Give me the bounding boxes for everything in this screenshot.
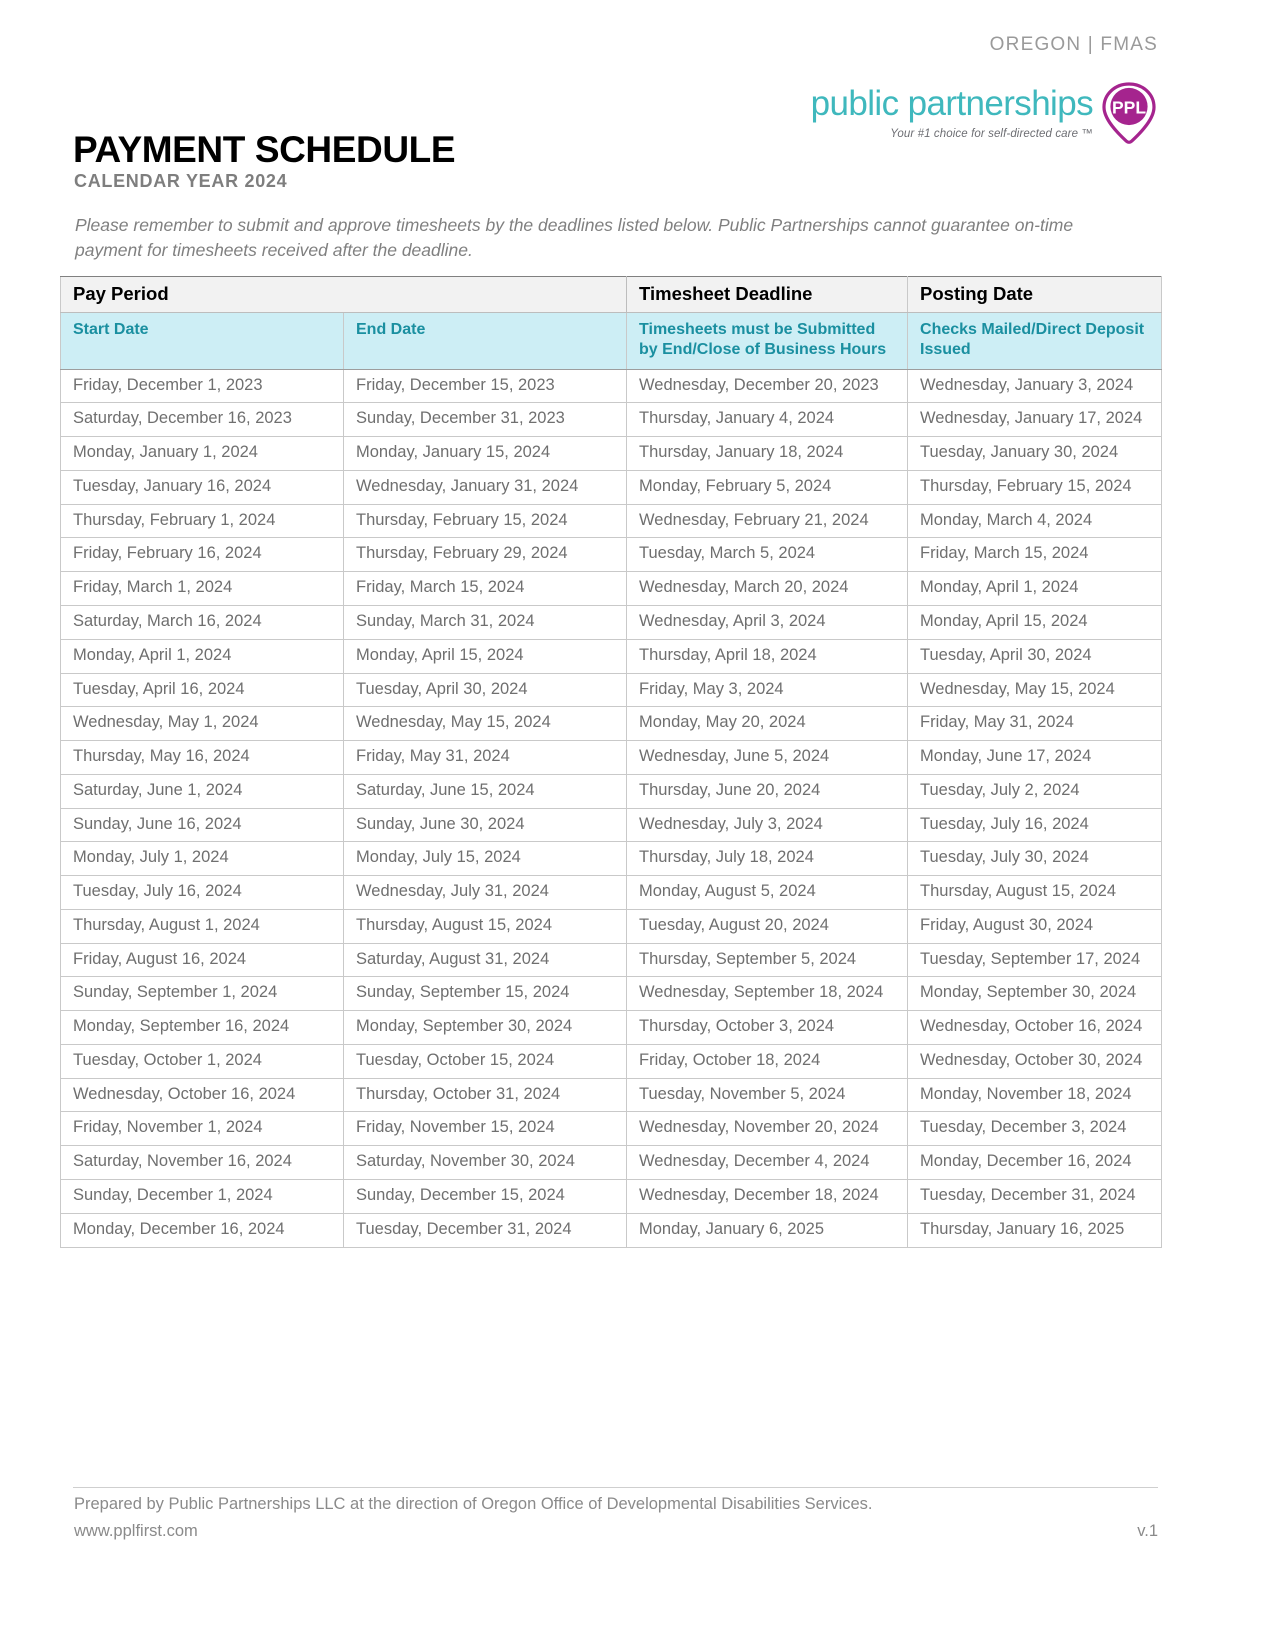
table-row bbox=[61, 673, 1162, 707]
posting-date: Monday, March 4, 2024 bbox=[908, 504, 1162, 538]
posting-date: Tuesday, July 16, 2024 bbox=[908, 808, 1162, 842]
posting-date: Wednesday, October 30, 2024 bbox=[908, 1044, 1162, 1078]
table-head bbox=[61, 277, 1162, 370]
posting-date: Tuesday, April 30, 2024 bbox=[908, 639, 1162, 673]
timesheet-deadline-date: Thursday, April 18, 2024 bbox=[627, 639, 908, 673]
pay-period-start-date: Sunday, September 1, 2024 bbox=[61, 977, 344, 1011]
pay-period-start-date: Friday, November 1, 2024 bbox=[61, 1112, 344, 1146]
pay-period-end-date: Wednesday, January 31, 2024 bbox=[344, 470, 627, 504]
posting-date: Friday, May 31, 2024 bbox=[908, 707, 1162, 741]
pay-period-start-date: Wednesday, May 1, 2024 bbox=[61, 707, 344, 741]
timesheet-deadline-date: Tuesday, August 20, 2024 bbox=[627, 909, 908, 943]
ppl-pin-icon bbox=[1100, 82, 1158, 144]
pay-period-end-date: Monday, January 15, 2024 bbox=[344, 437, 627, 471]
posting-date: Tuesday, July 2, 2024 bbox=[908, 774, 1162, 808]
pay-period-end-date: Sunday, June 30, 2024 bbox=[344, 808, 627, 842]
document-header bbox=[811, 34, 1158, 144]
intro-paragraph: Please remember to submit and approve timesheets by the deadlines listed below. Public Partnerships cannot guarantee on-time payment for timesheets received after the deadline. bbox=[75, 215, 1074, 260]
table-row bbox=[61, 774, 1162, 808]
table-row bbox=[61, 1078, 1162, 1112]
posting-date: Wednesday, January 3, 2024 bbox=[908, 369, 1162, 403]
timesheet-deadline-date: Monday, August 5, 2024 bbox=[627, 876, 908, 910]
pay-period-start-date: Saturday, December 16, 2023 bbox=[61, 403, 344, 437]
program-label: OREGON | FMAS bbox=[989, 34, 1158, 55]
table-row bbox=[61, 842, 1162, 876]
posting-date: Thursday, August 15, 2024 bbox=[908, 876, 1162, 910]
posting-date: Monday, April 15, 2024 bbox=[908, 605, 1162, 639]
pay-period-start-date: Saturday, March 16, 2024 bbox=[61, 605, 344, 639]
posting-date: Wednesday, May 15, 2024 bbox=[908, 673, 1162, 707]
pay-period-end-date: Friday, March 15, 2024 bbox=[344, 572, 627, 606]
pay-period-start-date: Thursday, August 1, 2024 bbox=[61, 909, 344, 943]
footer-version: v.1 bbox=[1137, 1522, 1158, 1540]
logo-tagline: Your #1 choice for self-directed care ™ bbox=[890, 128, 1093, 140]
posting-date: Friday, August 30, 2024 bbox=[908, 909, 1162, 943]
posting-date: Monday, November 18, 2024 bbox=[908, 1078, 1162, 1112]
pay-period-end-date: Friday, May 31, 2024 bbox=[344, 741, 627, 775]
pay-period-end-date: Friday, November 15, 2024 bbox=[344, 1112, 627, 1146]
table-row bbox=[61, 943, 1162, 977]
footer-website[interactable]: www.pplfirst.com bbox=[74, 1522, 198, 1540]
table-row bbox=[61, 1146, 1162, 1180]
timesheet-deadline-date: Wednesday, June 5, 2024 bbox=[627, 741, 908, 775]
table-row bbox=[61, 707, 1162, 741]
pay-period-end-date: Saturday, June 15, 2024 bbox=[344, 774, 627, 808]
timesheet-deadline-date: Monday, February 5, 2024 bbox=[627, 470, 908, 504]
table-row bbox=[61, 741, 1162, 775]
column-group-pay-period: Pay Period bbox=[61, 277, 627, 313]
table-row bbox=[61, 403, 1162, 437]
pay-period-start-date: Sunday, June 16, 2024 bbox=[61, 808, 344, 842]
posting-date: Tuesday, December 3, 2024 bbox=[908, 1112, 1162, 1146]
table-row bbox=[61, 977, 1162, 1011]
pay-period-start-date: Monday, April 1, 2024 bbox=[61, 639, 344, 673]
timesheet-deadline-date: Wednesday, July 3, 2024 bbox=[627, 808, 908, 842]
table-row bbox=[61, 1213, 1162, 1247]
pay-period-start-date: Friday, December 1, 2023 bbox=[61, 369, 344, 403]
timesheet-deadline-date: Wednesday, March 20, 2024 bbox=[627, 572, 908, 606]
posting-date: Wednesday, January 17, 2024 bbox=[908, 403, 1162, 437]
footer-divider bbox=[73, 1487, 1158, 1488]
timesheet-deadline-date: Monday, January 6, 2025 bbox=[627, 1213, 908, 1247]
pay-period-start-date: Sunday, December 1, 2024 bbox=[61, 1180, 344, 1214]
timesheet-deadline-date: Wednesday, September 18, 2024 bbox=[627, 977, 908, 1011]
pay-period-start-date: Monday, January 1, 2024 bbox=[61, 437, 344, 471]
payment-schedule-table bbox=[60, 276, 1162, 1248]
pay-period-end-date: Thursday, February 29, 2024 bbox=[344, 538, 627, 572]
timesheet-deadline-date: Tuesday, November 5, 2024 bbox=[627, 1078, 908, 1112]
pay-period-start-date: Monday, July 1, 2024 bbox=[61, 842, 344, 876]
pay-period-start-date: Tuesday, October 1, 2024 bbox=[61, 1044, 344, 1078]
posting-date: Tuesday, July 30, 2024 bbox=[908, 842, 1162, 876]
pay-period-end-date: Friday, December 15, 2023 bbox=[344, 369, 627, 403]
table-row bbox=[61, 437, 1162, 471]
pay-period-start-date: Tuesday, April 16, 2024 bbox=[61, 673, 344, 707]
table-sub-header-row bbox=[61, 313, 1162, 370]
pay-period-end-date: Sunday, December 15, 2024 bbox=[344, 1180, 627, 1214]
pay-period-start-date: Tuesday, July 16, 2024 bbox=[61, 876, 344, 910]
table-row bbox=[61, 1044, 1162, 1078]
posting-date: Tuesday, January 30, 2024 bbox=[908, 437, 1162, 471]
posting-date: Tuesday, September 17, 2024 bbox=[908, 943, 1162, 977]
pay-period-start-date: Friday, February 16, 2024 bbox=[61, 538, 344, 572]
pay-period-start-date: Saturday, November 16, 2024 bbox=[61, 1146, 344, 1180]
posting-date: Wednesday, October 16, 2024 bbox=[908, 1011, 1162, 1045]
timesheet-deadline-date: Thursday, June 20, 2024 bbox=[627, 774, 908, 808]
footer-prepared-by: Prepared by Public Partnerships LLC at the direction of Oregon Office of Developmental Disabilities Services. bbox=[74, 1495, 873, 1513]
pay-period-end-date: Wednesday, July 31, 2024 bbox=[344, 876, 627, 910]
table-row bbox=[61, 605, 1162, 639]
pay-period-end-date: Thursday, October 31, 2024 bbox=[344, 1078, 627, 1112]
svg-text:PPL: PPL bbox=[1111, 97, 1147, 118]
posting-date: Thursday, February 15, 2024 bbox=[908, 470, 1162, 504]
pay-period-start-date: Monday, September 16, 2024 bbox=[61, 1011, 344, 1045]
timesheet-deadline-date: Thursday, July 18, 2024 bbox=[627, 842, 908, 876]
timesheet-deadline-date: Wednesday, April 3, 2024 bbox=[627, 605, 908, 639]
timesheet-deadline-date: Thursday, January 18, 2024 bbox=[627, 437, 908, 471]
table-row bbox=[61, 909, 1162, 943]
table-row bbox=[61, 572, 1162, 606]
pay-period-end-date: Tuesday, October 15, 2024 bbox=[344, 1044, 627, 1078]
pay-period-end-date: Tuesday, December 31, 2024 bbox=[344, 1213, 627, 1247]
logo-text bbox=[811, 82, 1093, 140]
posting-date: Friday, March 15, 2024 bbox=[908, 538, 1162, 572]
column-header-start-date: Start Date bbox=[61, 313, 344, 370]
logo-brand-text: public partnerships bbox=[810, 84, 1093, 123]
table-body bbox=[61, 369, 1162, 1247]
posting-date: Tuesday, December 31, 2024 bbox=[908, 1180, 1162, 1214]
table-row bbox=[61, 639, 1162, 673]
pay-period-end-date: Saturday, November 30, 2024 bbox=[344, 1146, 627, 1180]
timesheet-deadline-date: Wednesday, December 20, 2023 bbox=[627, 369, 908, 403]
pay-period-start-date: Wednesday, October 16, 2024 bbox=[61, 1078, 344, 1112]
pay-period-end-date: Sunday, March 31, 2024 bbox=[344, 605, 627, 639]
pay-period-end-date: Monday, April 15, 2024 bbox=[344, 639, 627, 673]
timesheet-deadline-date: Friday, May 3, 2024 bbox=[627, 673, 908, 707]
pay-period-start-date: Monday, December 16, 2024 bbox=[61, 1213, 344, 1247]
column-header-posting-detail: Checks Mailed/Direct Deposit Issued bbox=[908, 313, 1162, 370]
table-row bbox=[61, 1112, 1162, 1146]
pay-period-end-date: Sunday, September 15, 2024 bbox=[344, 977, 627, 1011]
pay-period-start-date: Saturday, June 1, 2024 bbox=[61, 774, 344, 808]
table-row bbox=[61, 1011, 1162, 1045]
timesheet-deadline-date: Wednesday, February 21, 2024 bbox=[627, 504, 908, 538]
timesheet-deadline-date: Thursday, October 3, 2024 bbox=[627, 1011, 908, 1045]
column-header-end-date: End Date bbox=[344, 313, 627, 370]
page-subtitle: CALENDAR YEAR 2024 bbox=[74, 171, 288, 191]
table-row bbox=[61, 369, 1162, 403]
pay-period-end-date: Thursday, February 15, 2024 bbox=[344, 504, 627, 538]
ppl-logo bbox=[811, 82, 1158, 144]
pay-period-start-date: Thursday, February 1, 2024 bbox=[61, 504, 344, 538]
table-row bbox=[61, 504, 1162, 538]
posting-date: Monday, June 17, 2024 bbox=[908, 741, 1162, 775]
table-row bbox=[61, 1180, 1162, 1214]
pay-period-end-date: Monday, September 30, 2024 bbox=[344, 1011, 627, 1045]
timesheet-deadline-date: Thursday, September 5, 2024 bbox=[627, 943, 908, 977]
column-group-timesheet-deadline: Timesheet Deadline bbox=[627, 277, 908, 313]
timesheet-deadline-date: Wednesday, November 20, 2024 bbox=[627, 1112, 908, 1146]
column-header-deadline-detail: Timesheets must be Submitted by End/Close of Business Hours bbox=[627, 313, 908, 370]
table-row bbox=[61, 470, 1162, 504]
timesheet-deadline-date: Wednesday, December 18, 2024 bbox=[627, 1180, 908, 1214]
column-group-posting-date: Posting Date bbox=[908, 277, 1162, 313]
timesheet-deadline-date: Friday, October 18, 2024 bbox=[627, 1044, 908, 1078]
timesheet-deadline-date: Wednesday, December 4, 2024 bbox=[627, 1146, 908, 1180]
timesheet-deadline-date: Thursday, January 4, 2024 bbox=[627, 403, 908, 437]
posting-date: Monday, December 16, 2024 bbox=[908, 1146, 1162, 1180]
pay-period-end-date: Sunday, December 31, 2023 bbox=[344, 403, 627, 437]
pay-period-end-date: Tuesday, April 30, 2024 bbox=[344, 673, 627, 707]
table-row bbox=[61, 876, 1162, 910]
timesheet-deadline-date: Tuesday, March 5, 2024 bbox=[627, 538, 908, 572]
page-title: PAYMENT SCHEDULE bbox=[73, 129, 456, 170]
posting-date: Monday, September 30, 2024 bbox=[908, 977, 1162, 1011]
pay-period-end-date: Thursday, August 15, 2024 bbox=[344, 909, 627, 943]
table-row bbox=[61, 538, 1162, 572]
pay-period-end-date: Wednesday, May 15, 2024 bbox=[344, 707, 627, 741]
timesheet-deadline-date: Monday, May 20, 2024 bbox=[627, 707, 908, 741]
pay-period-end-date: Saturday, August 31, 2024 bbox=[344, 943, 627, 977]
pay-period-start-date: Thursday, May 16, 2024 bbox=[61, 741, 344, 775]
posting-date: Monday, April 1, 2024 bbox=[908, 572, 1162, 606]
pay-period-start-date: Tuesday, January 16, 2024 bbox=[61, 470, 344, 504]
pay-period-start-date: Friday, August 16, 2024 bbox=[61, 943, 344, 977]
table-group-header-row bbox=[61, 277, 1162, 313]
posting-date: Thursday, January 16, 2025 bbox=[908, 1213, 1162, 1247]
pay-period-end-date: Monday, July 15, 2024 bbox=[344, 842, 627, 876]
table-row bbox=[61, 808, 1162, 842]
pay-period-start-date: Friday, March 1, 2024 bbox=[61, 572, 344, 606]
